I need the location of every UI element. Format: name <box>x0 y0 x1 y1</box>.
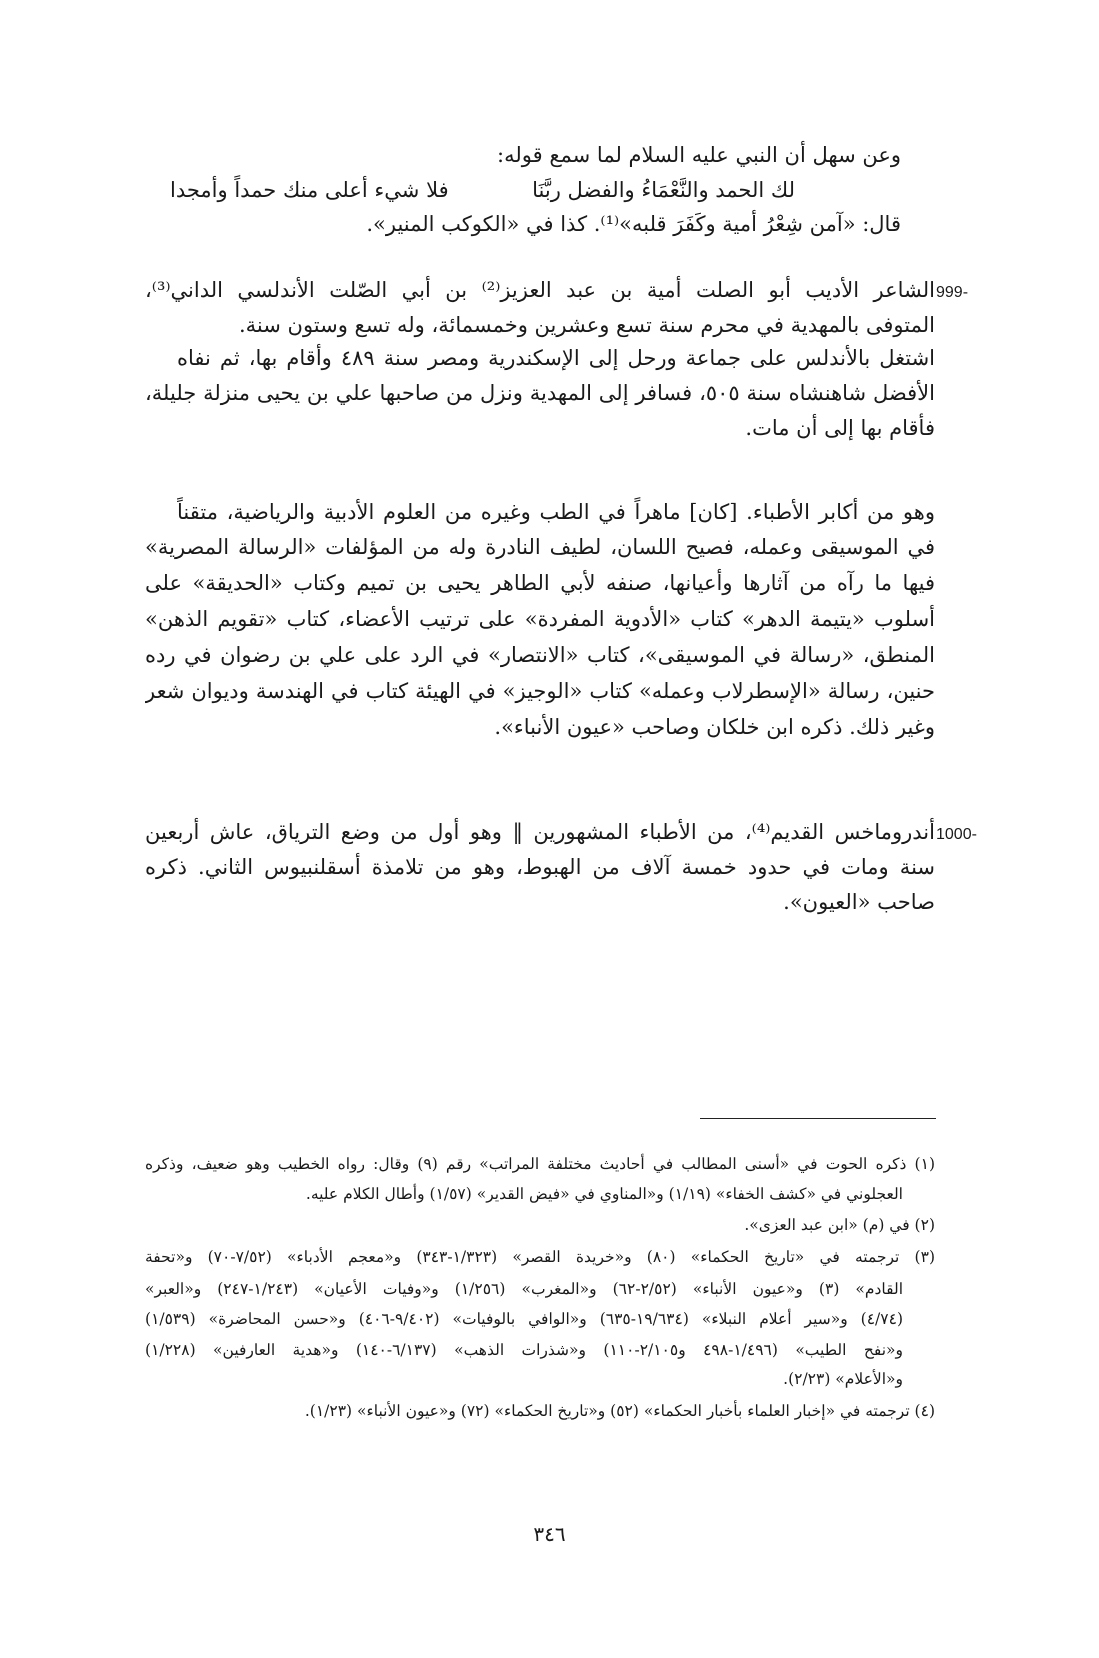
entry-number: 1000- <box>936 826 977 843</box>
footnote-line: القادم» (٣) و«عيون الأنباء» (٢/٥٢-٦٢) و«المغرب» (١/٢٥٦) و«وفيات الأعيان» (١/٢٤٣-٢٤٧) و«العبر» <box>145 1280 903 1298</box>
footnote-line: و«نفح الطيب» (١/٤٩٦-٤٩٨ و٢/١٠٥-١١٠) و«شذرات الذهب» (٦/١٣٧-١٤٠) و«هدية العارفين» (١/٢٢٨) <box>145 1341 903 1359</box>
entry-line: وهو من أكابر الأطباء. [كان] ماهراً في الطب وغيره من العلوم الأدبية والرياضية، متقناً <box>177 500 935 524</box>
entry-line: في الموسيقى وعمله، فصيح اللسان، لطيف النادرة وله من المؤلفات «الرسالة المصرية» <box>145 535 935 559</box>
footnote-line: (٣) ترجمته في «تاريخ الحكماء» (٨٠) و«خريدة القصر» (١/٣٢٣-٣٤٣) و«معجم الأدباء» (٧/٥٢-٧٠) و«تحفة <box>145 1248 935 1266</box>
footnote-line: (٢) في (م) «ابن عبد العزى». <box>744 1216 935 1234</box>
page-number: ٣٤٦ <box>533 1522 566 1546</box>
entry-line: المنطق، «رسالة في الموسيقى»، كتاب «الانتصار» في الرد على علي بن رضوان في رده <box>145 643 935 667</box>
verse-second-hemistich: فلا شيء أعلى منك حمداً وأمجدا <box>170 178 449 202</box>
entry-line: اشتغل بالأندلس على جماعة ورحل إلى الإسكندرية ومصر سنة ٤٨٩ وأقام بها، ثم نفاه <box>177 346 935 370</box>
footnote-line: و«الأعلام» (٢/٢٣). <box>783 1370 903 1388</box>
entry-line: سنة ومات في حدود خمسة آلاف من الهبوط، وهو من تلامذة أسقلنبيوس الثاني. ذكره <box>145 855 935 879</box>
entry-number: 999- <box>936 284 969 301</box>
footnote-line: (٤/٧٤) و«سير أعلام النبلاء» (١٩/٦٣٤-٦٣٥) و«الوافي بالوفيات» (٩/٤٠٢-٤٠٦) و«حسن المحاضرة» (١/٥٣٩) <box>145 1310 903 1328</box>
footnote-line: (٤) ترجمته في «إخبار العلماء بأخبار الحكماء» (٥٢) و«تاريخ الحكماء» (٧٢) و«عيون الأنباء» (١/٢٣). <box>304 1402 935 1420</box>
verse-first-hemistich: لك الحمد والنَّعْمَاءُ والفضل ربَّنَا <box>532 178 795 202</box>
entry-line: المتوفى بالمهدية في محرم سنة تسع وعشرين وخمسمائة، وله تسع وستون سنة. <box>238 313 935 337</box>
entry-line: الشاعر الأديب أبو الصلت أمية بن عبد العزيز⁽²⁾ بن أبي الصّلت الأندلسي الداني⁽³⁾، <box>145 278 935 302</box>
entry-line: حنين، رسالة «الإسطرلاب وعمله» كتاب «الوجيز» في الهيئة كتاب في الهندسة وديوان شعر <box>145 679 935 703</box>
entry-line: فأقام بها إلى أن مات. <box>745 416 935 440</box>
entry-line: فيها ما رآه من آثارها وأعيانها، صنفه لأبي الطاهر يحيى بن تميم وكتاب «الحديقة» على <box>145 571 935 595</box>
footnote-line: (١) ذكره الحوت في «أسنى المطالب في أحاديث مختلفة المراتب» رقم (٩) وقال: رواه الخطيب وهو ضعيف، وذكره <box>145 1155 935 1173</box>
footnote-divider <box>700 1118 936 1119</box>
entry-line: أندروماخس القديم⁽⁴⁾، من الأطباء المشهورين ‖ وهو أول من وضع الترياق، عاش أربعين <box>145 820 935 844</box>
intro-line: وعن سهل أن النبي عليه السلام لما سمع قوله: <box>497 143 901 167</box>
entry-line: أسلوب «يتيمة الدهر» كتاب «الأدوية المفردة» على ترتيب الأعضاء، كتاب «تقويم الذهن» <box>145 607 935 631</box>
entry-line: صاحب «العيون». <box>783 890 935 914</box>
footnote-line: العجلوني في «كشف الخفاء» (١/١٩) و«المناوي في «فيض القدير» (١/٥٧) وأطال الكلام عليه. <box>305 1185 903 1203</box>
entry-line: وغير ذلك. ذكره ابن خلكان وصاحب «عيون الأنباء». <box>494 715 935 739</box>
entry-line: الأفضل شاهنشاه سنة ٥٠٥، فسافر إلى المهدية ونزل من صاحبها علي بن يحيى منزلة جليلة، <box>145 381 935 405</box>
intro-line: قال: «آمن شِعْرُ أمية وكَفَرَ قلبه»⁽¹⁾. كذا في «الكوكب المنير». <box>366 212 901 236</box>
